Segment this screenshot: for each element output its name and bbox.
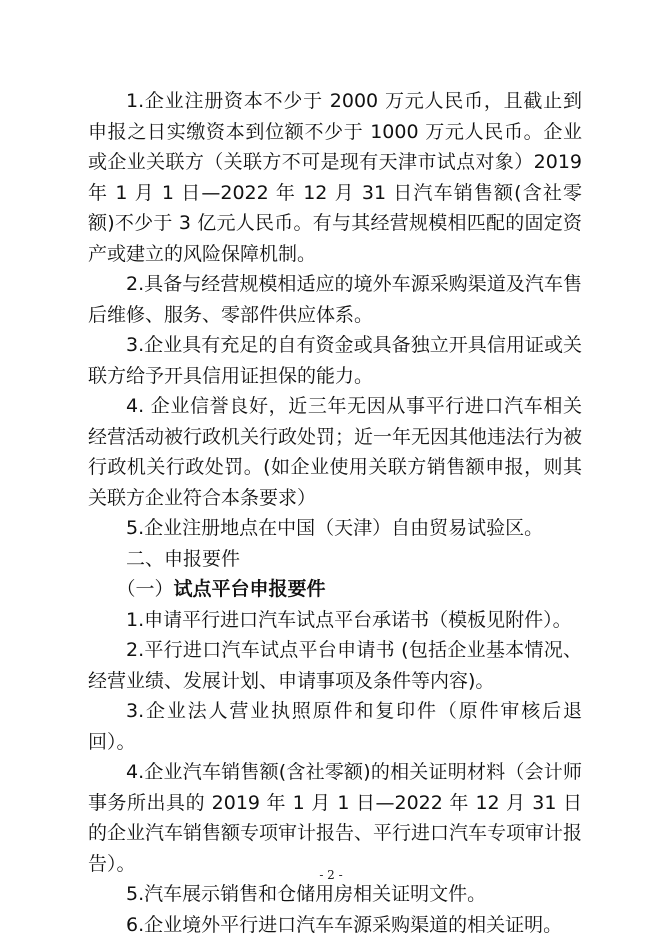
subsection-title: 试点平台申报要件	[174, 578, 326, 600]
requirement-paragraph-2: 2.具备与经营规模相适应的境外车源采购渠道及汽车售后维修、服务、零部件供应体系。	[88, 269, 582, 330]
document-body	[88, 86, 582, 940]
subsection-prefix: （一）	[117, 578, 174, 600]
requirement-paragraph-5: 5.企业注册地点在中国（天津）自由贸易试验区。	[88, 513, 582, 544]
application-item-4: 4.企业汽车销售额(含社零额)的相关证明材料（会计师事务所出具的 2019 年 1 月 1 日—2022 年 12 月 31 日的企业汽车销售额专项审计报告、平行进口汽车专项审计报告）。	[88, 757, 582, 879]
application-item-1: 1.申请平行进口汽车试点平台承诺书（模板见附件）。	[88, 605, 582, 636]
subsection-heading	[88, 574, 582, 605]
requirement-paragraph-4: 4. 企业信誉良好，近三年无因从事平行进口汽车相关经营活动被行政机关行政处罚；近一年无因其他违法行为被行政机关行政处罚。(如企业使用关联方销售额申报，则其关联方企业符合本条要求）	[88, 391, 582, 513]
requirement-paragraph-3: 3.企业具有充足的自有资金或具备独立开具信用证或关联方给予开具信用证担保的能力。	[88, 330, 582, 391]
application-item-6: 6.企业境外平行进口汽车车源采购渠道的相关证明。	[88, 910, 582, 940]
requirement-paragraph-1: 1.企业注册资本不少于 2000 万元人民币，且截止到申报之日实缴资本到位额不少于 1000 万元人民币。企业或企业关联方（关联方不可是现有天津市试点对象）2019 年 1 月 1 日—2022 年 12 月 31 日汽车销售额(含社零额)不少于 3 亿元人民币。有与其经营规模相匹配的固定资产或建立的风险保障机制。	[88, 86, 582, 269]
application-item-3: 3.企业法人营业执照原件和复印件（原件审核后退回）。	[88, 696, 582, 757]
section-heading: 二、申报要件	[88, 544, 582, 575]
page-number: - 2 -	[0, 868, 662, 882]
application-item-5: 5.汽车展示销售和仓储用房相关证明文件。	[88, 879, 582, 910]
application-item-2: 2.平行进口汽车试点平台申请书 (包括企业基本情况、经营业绩、发展计划、申请事项及条件等内容)。	[88, 635, 582, 696]
